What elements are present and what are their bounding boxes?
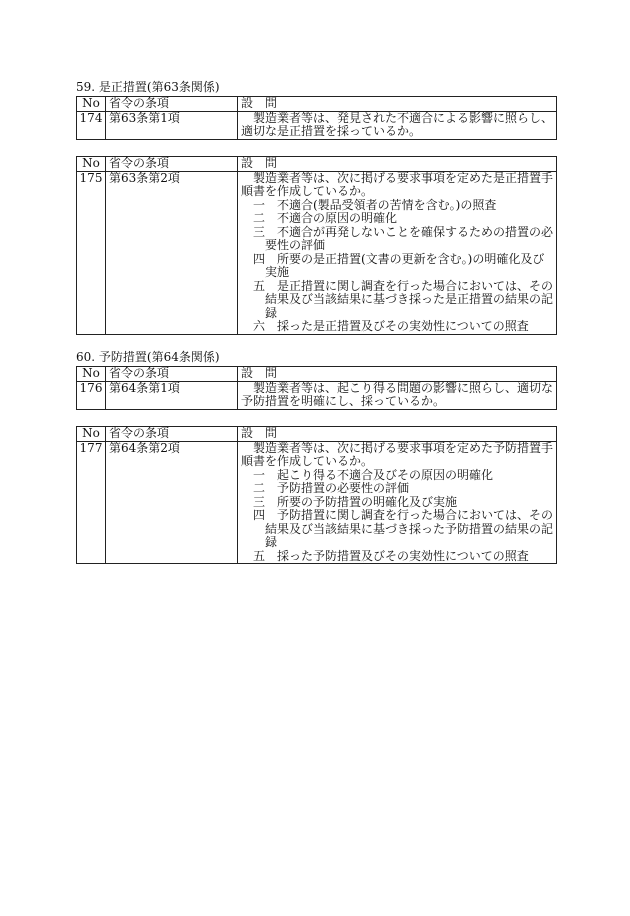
table-header-row <box>77 97 557 112</box>
table-175 <box>76 156 557 335</box>
row-no: 174 <box>77 111 106 139</box>
table-row <box>77 171 557 334</box>
row-question <box>238 111 557 139</box>
row-question <box>238 171 557 334</box>
header-no: No <box>77 157 106 172</box>
table-header-row <box>77 157 557 172</box>
question-item: 二 不適合の原因の明確化 <box>253 211 398 225</box>
header-no: No <box>77 97 106 112</box>
table-header-row <box>77 427 557 442</box>
row-no: 177 <box>77 441 106 564</box>
question-item: 四 予防措置に関し調査を行った場合においては、その結果及び当該結果に基づき採った予防措置の結果の記録 <box>253 508 554 549</box>
question-item: 二 予防措置の必要性の評価 <box>253 481 410 495</box>
table-row <box>77 441 557 564</box>
table-row <box>77 381 557 409</box>
row-question <box>238 381 557 409</box>
question-item: 五 是正措置に関し調査を行った場合においては、その結果及び当該結果に基づき採った是正措置の結果の記録 <box>253 278 554 320</box>
question-item: 六 採った是正措置及びその実効性についての照査 <box>253 319 529 333</box>
row-question <box>238 441 557 564</box>
header-article: 省令の条項 <box>106 367 238 382</box>
header-no: No <box>77 427 106 442</box>
header-article: 省令の条項 <box>106 427 238 442</box>
question-item: 一 起こり得る不適合及びその原因の明確化 <box>253 467 494 482</box>
row-article: 第64条第1項 <box>106 381 238 409</box>
question-item: 三 所要の予防措置の明確化及び実施 <box>253 494 458 509</box>
row-no: 176 <box>77 381 106 409</box>
header-question: 設 問 <box>238 367 557 382</box>
question-text: 製造業者等は、次に掲げる要求事項を定めた予防措置手順書を作成しているか。 <box>241 440 554 468</box>
header-article: 省令の条項 <box>106 157 238 172</box>
question-item: 一 不適合(製品受領者の苦情を含む。)の照査 <box>253 197 497 212</box>
row-article: 第64条第2項 <box>106 441 238 564</box>
table-header-row <box>77 367 557 382</box>
header-question: 設 問 <box>238 97 557 112</box>
table-176 <box>76 366 557 410</box>
header-article: 省令の条項 <box>106 97 238 112</box>
row-article: 第63条第1項 <box>106 111 238 139</box>
question-text: 製造業者等は、起こり得る問題の影響に照らし、適切な予防措置を明確にし、採っているか。 <box>241 380 554 408</box>
row-article: 第63条第2項 <box>106 171 238 334</box>
table-row <box>77 111 557 139</box>
header-question: 設 問 <box>238 427 557 442</box>
table-174 <box>76 96 557 140</box>
question-text: 製造業者等は、発見された不適合による影響に照らし、適切な是正措置を採っているか。 <box>241 110 554 138</box>
section-heading-59: 59. 是正措置(第63条関係) <box>76 80 220 94</box>
header-no: No <box>77 367 106 382</box>
table-177 <box>76 426 557 564</box>
question-text: 製造業者等は、次に掲げる要求事項を定めた是正措置手順書を作成しているか。 <box>241 170 554 198</box>
question-item: 五 採った予防措置及びその実効性についての照査 <box>253 548 529 563</box>
question-item: 四 所要の是正措置(文書の更新を含む。)の明確化及び実施 <box>253 251 545 279</box>
question-item: 三 不適合が再発しないことを確保するための措置の必要性の評価 <box>253 224 554 252</box>
section-heading-60: 60. 予防措置(第64条関係) <box>76 350 220 364</box>
row-no: 175 <box>77 171 106 334</box>
header-question: 設 問 <box>238 157 557 172</box>
